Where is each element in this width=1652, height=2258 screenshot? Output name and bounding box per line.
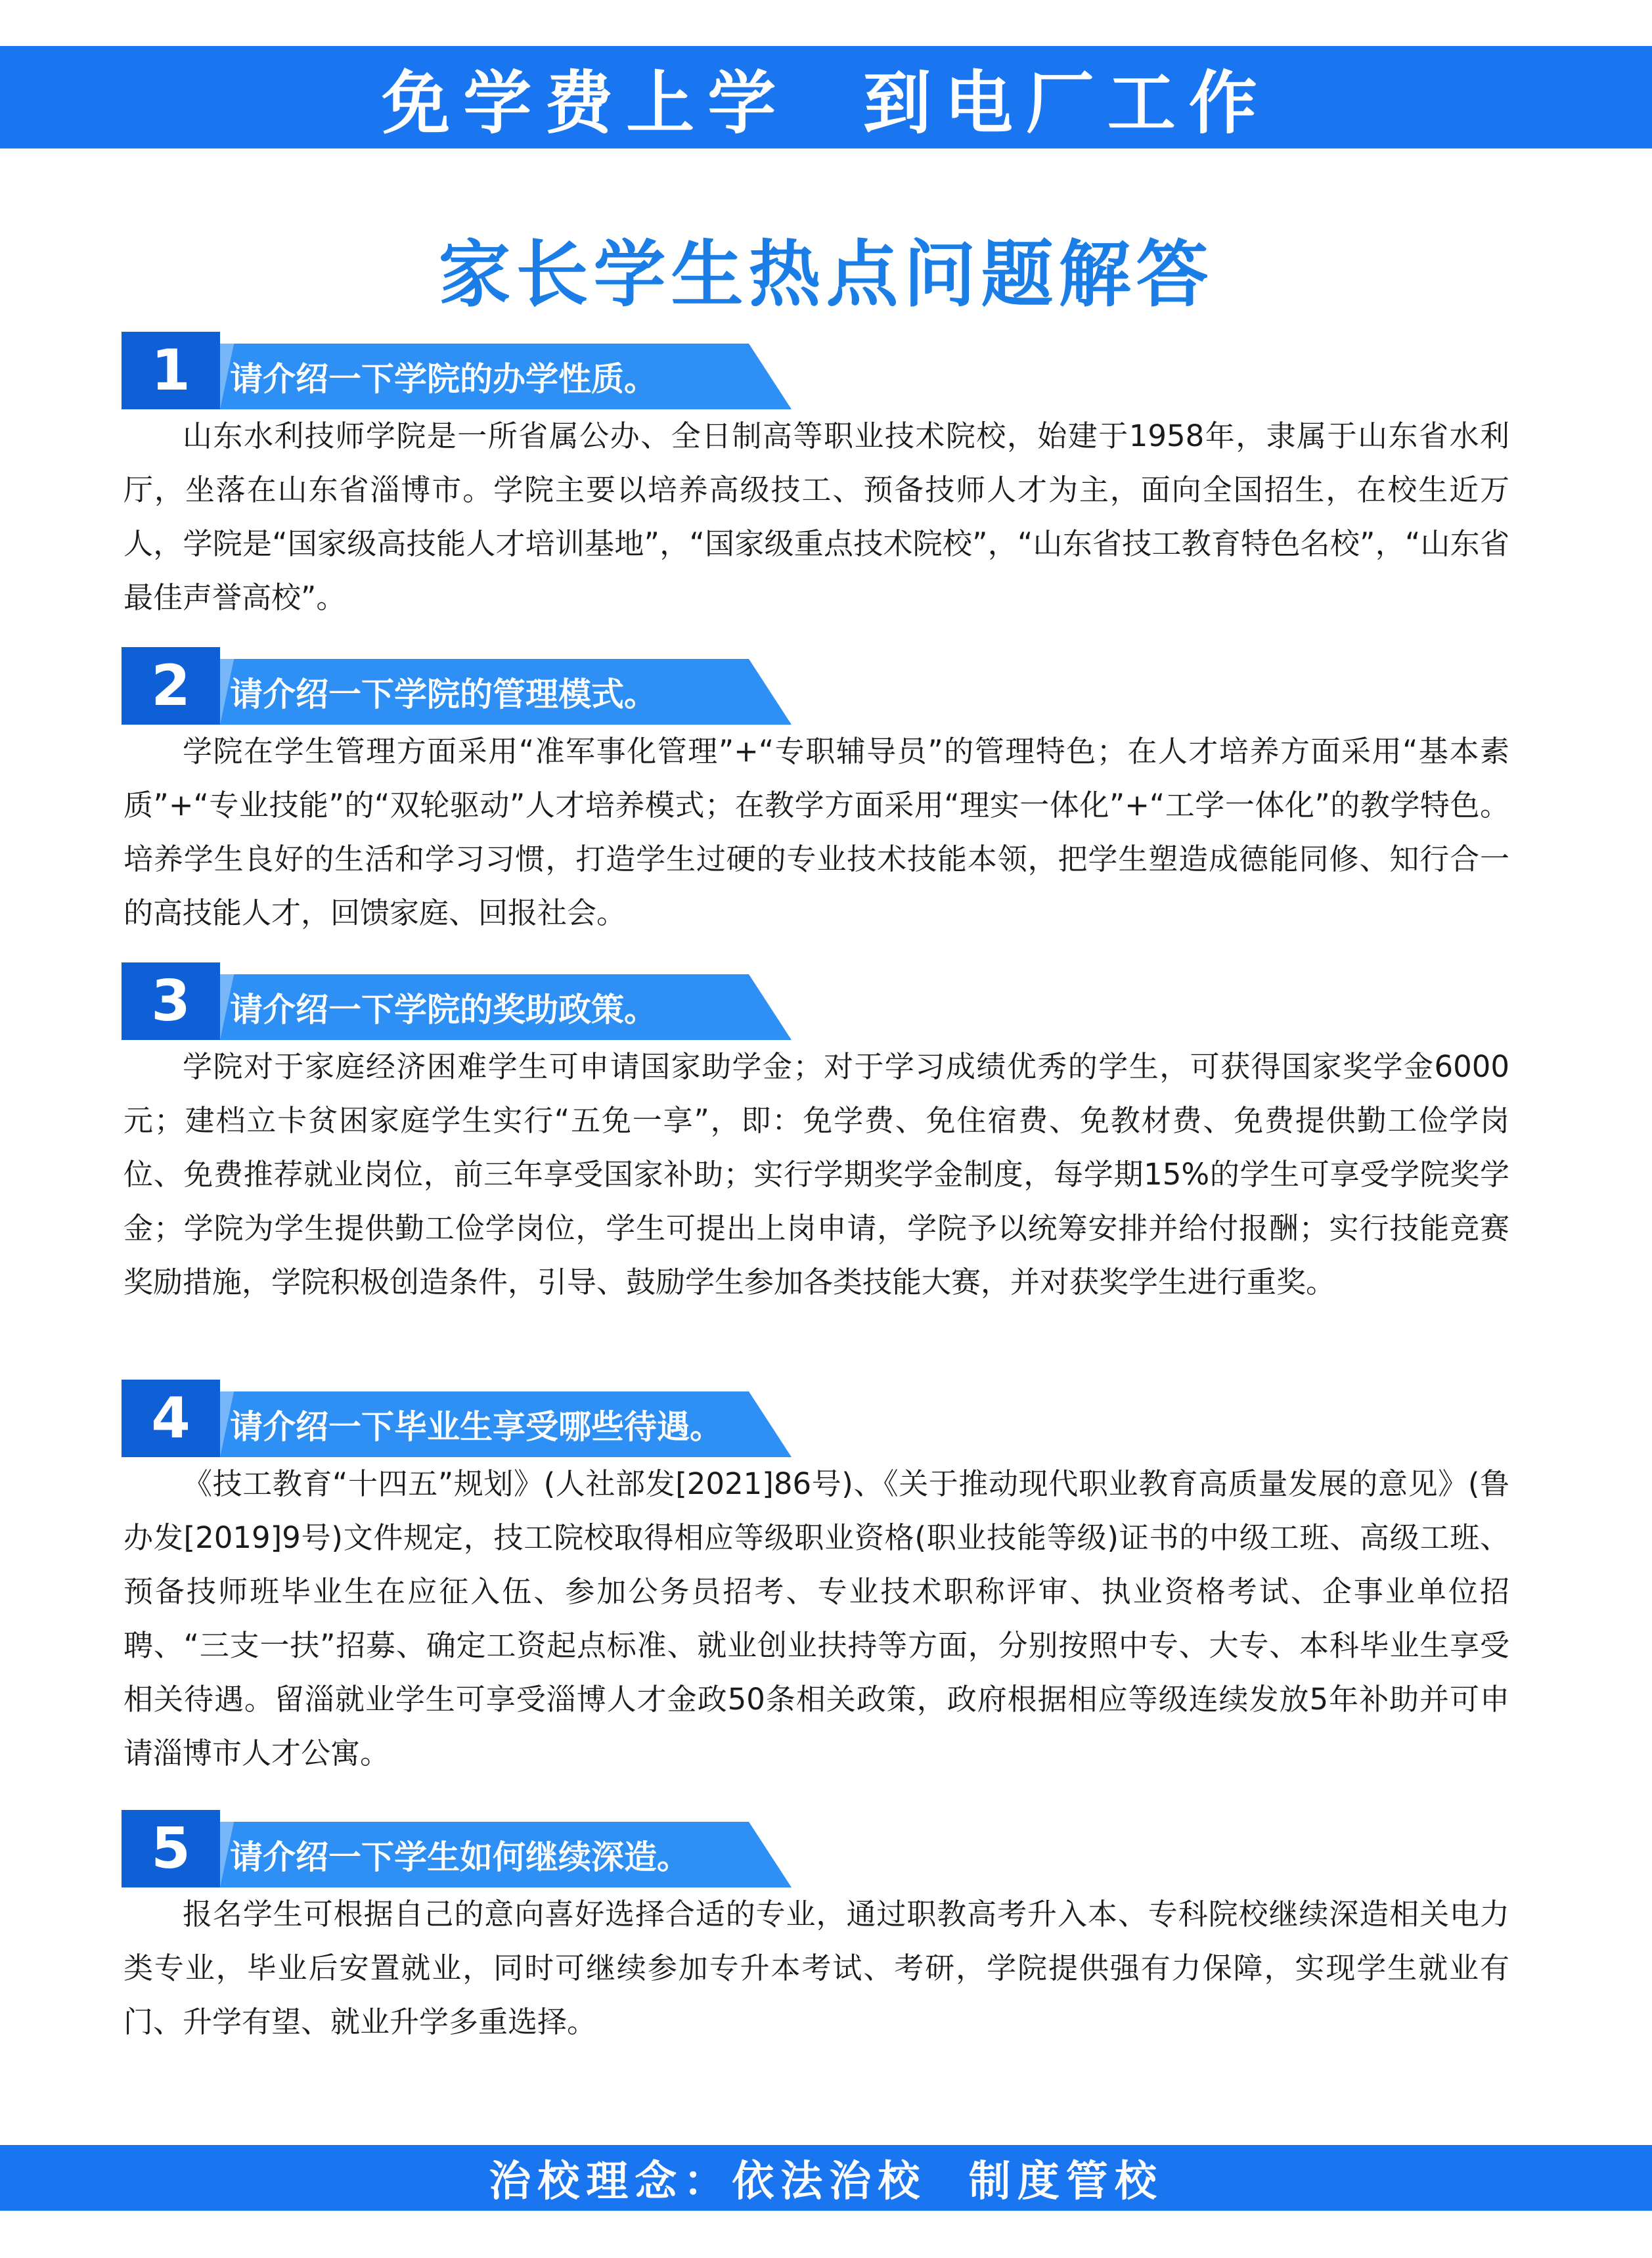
top-banner (0, 46, 1652, 148)
question-header (122, 962, 792, 1040)
question-number: 4 (151, 1386, 190, 1451)
question-header (122, 1380, 792, 1457)
page-title: 家长学生热点问题解答 (438, 233, 1214, 317)
question-text: 请介绍一下学院的管理模式。 (230, 675, 657, 713)
question-text: 请介绍一下学生如何继续深造。 (230, 1838, 690, 1876)
question-number: 1 (151, 338, 190, 403)
question-number: 3 (151, 968, 190, 1034)
question-text: 请介绍一下学院的奖助政策。 (230, 991, 657, 1029)
answer-paragraph: 报名学生可根据自己的意向喜好选择合适的专业，通过职教高考升入本、专科院校继续深造相关电力类专业，毕业后安置就业，同时可继续参加专升本考试、考研，学院提供强有力保障，实现学生就业有门、升学有望、就业升学多重选择。 (123, 1897, 1509, 2039)
answer-paragraph: 山东水利技师学院是一所省属公办、全日制高等职业技术院校，始建于1958年，隶属于山东省水利厅，坐落在山东省淄博市。学院主要以培养高级技工、预备技师人才为主，面向全国招生，在校生近万人，学院是“国家级高技能人才培训基地”，“国家级重点技术院校”，“山东省技工教育特色名校”，“山东省最佳声誉高校”。 (123, 418, 1509, 615)
question-text: 请介绍一下学院的办学性质。 (230, 360, 657, 398)
answer-paragraph: 《技工教育“十四五”规划》(人社部发[2021]86号)、《关于推动现代职业教育高质量发展的意见》(鲁办发[2019]9号)文件规定，技工院校取得相应等级职业资格(职业技能等级)证书的中级工班、高级工班、预备技师班毕业生在应征入伍、参加公务员招考、专业技术职称评审、执业资格考试、企事业单位招聘、“三支一扶”招募、确定工资起点标准、就业创业扶持等方面，分别按照中专、大专、本科毕业生享受相关待遇。留淄就业学生可享受淄博人才金政50条相关政策，政府根据相应等级连续发放5年补助并可申请淄博市人才公寓。 (123, 1466, 1509, 1771)
question-number: 5 (151, 1816, 190, 1882)
question-header (122, 647, 792, 725)
question-header (122, 1810, 792, 1887)
question-number: 2 (151, 653, 190, 719)
question-header (122, 332, 792, 409)
question-text: 请介绍一下毕业生享受哪些待遇。 (230, 1408, 723, 1446)
answer-paragraph: 学院在学生管理方面采用“准军事化管理”+“专职辅导员”的管理特色；在人才培养方面采用“基本素质”+“专业技能”的“双轮驱动”人才培养模式；在教学方面采用“理实一体化”+“工学一体化”的教学特色。培养学生良好的生活和学习习惯，打造学生过硬的专业技术技能本领，把学生塑造成德能同修、知行合一的高技能人才，回馈家庭、回报社会。 (123, 734, 1509, 930)
top-banner-slogan: 免学费上学 到电厂工作 (382, 63, 1270, 143)
bottom-banner-motto: 治校理念：依法治校 制度管校 (489, 2157, 1163, 2206)
answer-paragraph: 学院对于家庭经济困难学生可申请国家助学金；对于学习成绩优秀的学生，可获得国家奖学金6000元；建档立卡贫困家庭学生实行“五免一享”，即：免学费、免住宿费、免教材费、免费提供勤工俭学岗位、免费推荐就业岗位，前三年享受国家补助；实行学期奖学金制度，每学期15%的学生可享受学院奖学金；学院为学生提供勤工俭学岗位，学生可提出上岗申请，学院予以统筹安排并给付报酬；实行技能竞赛奖励措施，学院积极创造条件，引导、鼓励学生参加各类技能大赛，并对获奖学生进行重奖。 (123, 1049, 1509, 1299)
bottom-banner (0, 2145, 1652, 2211)
